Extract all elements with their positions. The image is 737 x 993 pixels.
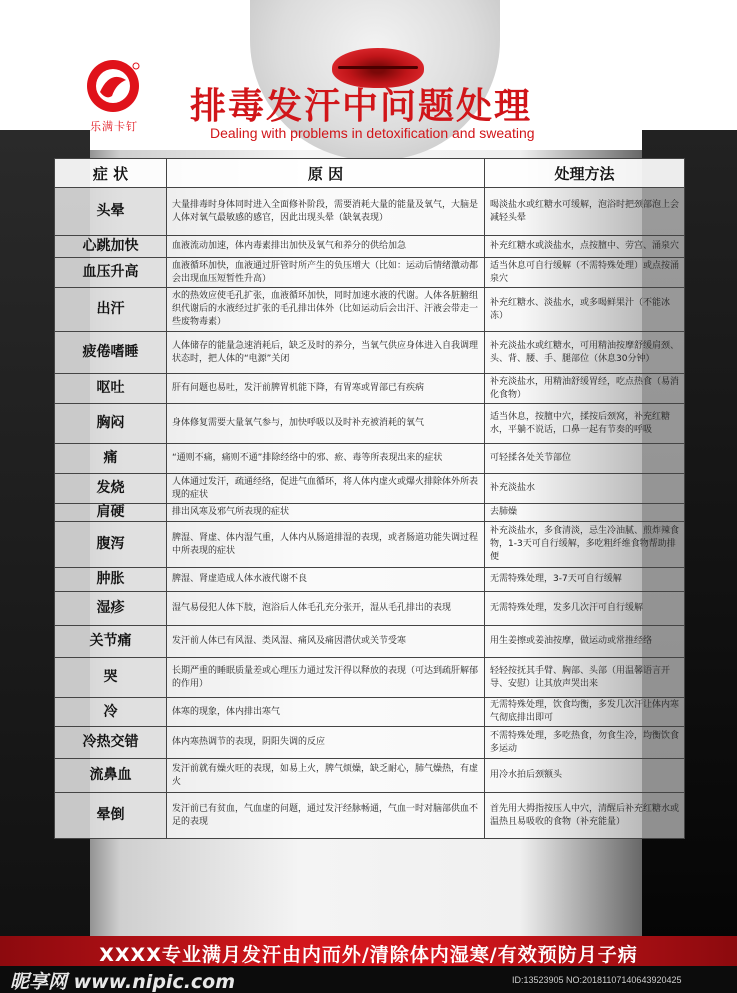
table-header-row [55,159,685,188]
banner-text: XXXX专业满月发汗由内而外/清除体内湿寒/有效预防月子病 [99,944,638,966]
cell-symptom: 晕倒 [55,793,167,839]
cell-treatment: 喝淡盐水或红糖水可缓解，泡浴时把颈部泡上会减轻头晕 [485,188,685,236]
cell-treatment: 适当休息可自行缓解（不需特殊处理）或点按涌泉穴 [485,258,685,288]
cell-cause: 体寒的现象，体内排出寒气 [167,698,485,727]
table-row [55,504,685,522]
table-row [55,727,685,759]
table-row [55,404,685,444]
cell-symptom: 肩硬 [55,504,167,522]
cell-treatment: 轻轻按抚其手臂、胸部、头部（用温馨语言开导、安慰）让其放声哭出来 [485,658,685,698]
table-row [55,592,685,626]
symptom-table [54,158,685,839]
page-title: 排毒发汗中问题处理 [190,86,533,127]
cell-symptom: 心跳加快 [55,236,167,258]
header-symptom: 症 状 [55,159,167,188]
cell-treatment: 补充红糖水或淡盐水，点按膻中、劳宫、涌泉穴 [485,236,685,258]
cell-symptom: 湿疹 [55,592,167,626]
cell-symptom: 呕吐 [55,374,167,404]
cell-cause: 发汗前人体已有风湿、类风湿、痛风及痛因潜伏或关节受寒 [167,626,485,658]
table-row [55,626,685,658]
table-row [55,759,685,793]
table-row [55,258,685,288]
table-row [55,188,685,236]
cell-treatment: 用生姜擦或姜油按摩，做运动或常推经络 [485,626,685,658]
table-row [55,698,685,727]
cell-cause: 肝有问题也易吐，发汗前脾胃机能下降，有胃寒或胃部已有疾病 [167,374,485,404]
watermark-brand: 昵享网 www.nipic.com [10,971,236,993]
page-subtitle: Dealing with problems in detoxification and sweating [210,125,535,141]
table-row [55,793,685,839]
cell-treatment: 去肺燥 [485,504,685,522]
cell-treatment: 补充淡盐水 [485,474,685,504]
table-row [55,522,685,568]
cell-treatment: 首先用大拇指按压人中穴，清醒后补充红糖水或温热且易吸收的食物（补充能量） [485,793,685,839]
cell-treatment: 可轻揉各处关节部位 [485,444,685,474]
cell-symptom: 血压升高 [55,258,167,288]
cell-cause: 发汗前就有燥火旺的表现，如易上火，脾气烦燥，缺乏耐心，肺气燥热，有虚火 [167,759,485,793]
cell-treatment: 补充淡盐水，用精油舒缓胃经，吃点热食（易消化食物） [485,374,685,404]
cell-symptom: 肿胀 [55,568,167,592]
cell-symptom: 痛 [55,444,167,474]
cell-symptom: 出汗 [55,288,167,332]
cell-treatment: 不需特殊处理，多吃热食，勿食生冷，均衡饮食多运动 [485,727,685,759]
brand-logo-icon [80,50,150,120]
table-row [55,236,685,258]
cell-treatment: 适当休息，按膻中穴，揉按后颈窝，补充红糖水，平躺不说话，口鼻一起有节奏的呼吸 [485,404,685,444]
lips-line [338,66,418,69]
cell-cause: 发汗前已有贫血，气血虚的问题，通过发汗经脉畅通，气血一时对脑部供血不足的表现 [167,793,485,839]
cell-cause: 身体修复需要大量氧气参与，加快呼吸以及时补充被消耗的氧气 [167,404,485,444]
cell-cause: 体内寒热调节的表现，阴阳失调的反应 [167,727,485,759]
table-row [55,288,685,332]
cell-symptom: 冷 [55,698,167,727]
cell-cause: “通则不痛，痛则不通”排除经络中的邪、瘀、毒等所表现出来的症状 [167,444,485,474]
cell-symptom: 冷热交错 [55,727,167,759]
table-row [55,374,685,404]
table-row [55,658,685,698]
cell-cause: 人体储存的能量急速消耗后，缺乏及时的养分，当氧气供应身体进入自我调理状态时，把人体的“电源”关闭 [167,332,485,374]
cell-symptom: 流鼻血 [55,759,167,793]
cell-treatment: 无需特殊处理，发多几次汗可自行缓解 [485,592,685,626]
table-row [55,474,685,504]
header-cause: 原 因 [167,159,485,188]
cell-symptom: 疲倦嗜睡 [55,332,167,374]
cell-treatment: 补充红糖水、淡盐水，或多喝鲜果汁（不能冰冻） [485,288,685,332]
cell-treatment: 用冷水拍后颈额头 [485,759,685,793]
table-row [55,568,685,592]
cell-cause: 人体通过发汗，疏通经络，促进气血循环，将人体内虚火或爆火排除体外所表现的症状 [167,474,485,504]
cell-symptom: 头晕 [55,188,167,236]
cell-cause: 长期严重的睡眠质量差或心理压力通过发汗得以释放的表现（可达到疏肝解郁的作用） [167,658,485,698]
cell-treatment: 无需特殊处理，3-7天可自行缓解 [485,568,685,592]
cell-cause: 水的热效应使毛孔扩张，血液循环加快，同时加速水液的代谢。人体各脏腑组织代谢后的水液经过扩张的毛孔排出体外（比如运动后会出汗、汗液会带走一些废物毒素） [167,288,485,332]
cell-treatment: 无需特殊处理，饮食均衡，多发几次汗让体内寒气彻底排出即可 [485,698,685,727]
cell-cause: 湿气易侵犯人体下肢，泡浴后人体毛孔充分张开，湿从毛孔排出的表现 [167,592,485,626]
cell-cause: 脾湿、肾虚造成人体水液代谢不良 [167,568,485,592]
logo-text: 乐满卡钉 [90,121,138,133]
cell-symptom: 腹泻 [55,522,167,568]
cell-cause: 血液循环加快，血液通过肝管时所产生的负压增大（比如：运动后情绪激动都会出现血压短暂性升高） [167,258,485,288]
cell-symptom: 哭 [55,658,167,698]
table-row [55,444,685,474]
cell-cause: 大量排毒时身体同时进入全面修补阶段，需要消耗大量的能量及氧气，大脑是人体对氧气最敏感的感官，因此出现头晕（缺氧表现） [167,188,485,236]
cell-treatment: 补充淡盐水或红糖水，可用精油按摩舒缓肩颈、头、背、腰、手、腿部位（休息30分钟） [485,332,685,374]
watermark-id: ID:13523905 NO:20181107140643920425 [512,975,682,985]
cell-cause: 脾湿、肾虚、体内湿气重，人体内从肠道排湿的表现，或者肠道功能失调过程中所表现的症状 [167,522,485,568]
cell-cause: 血液流动加速，体内毒素排出加快及氧气和养分的供给加急 [167,236,485,258]
cell-treatment: 补充淡盐水，多食清淡，忌生冷油腻、煎炸辣食物，1-3天可自行缓解，多吃粗纤维食物帮助排便 [485,522,685,568]
header-treatment: 处理方法 [485,159,685,188]
table-row [55,332,685,374]
cell-symptom: 关节痛 [55,626,167,658]
cell-cause: 排出风寒及邪气所表现的症状 [167,504,485,522]
cell-symptom: 胸闷 [55,404,167,444]
cell-symptom: 发烧 [55,474,167,504]
